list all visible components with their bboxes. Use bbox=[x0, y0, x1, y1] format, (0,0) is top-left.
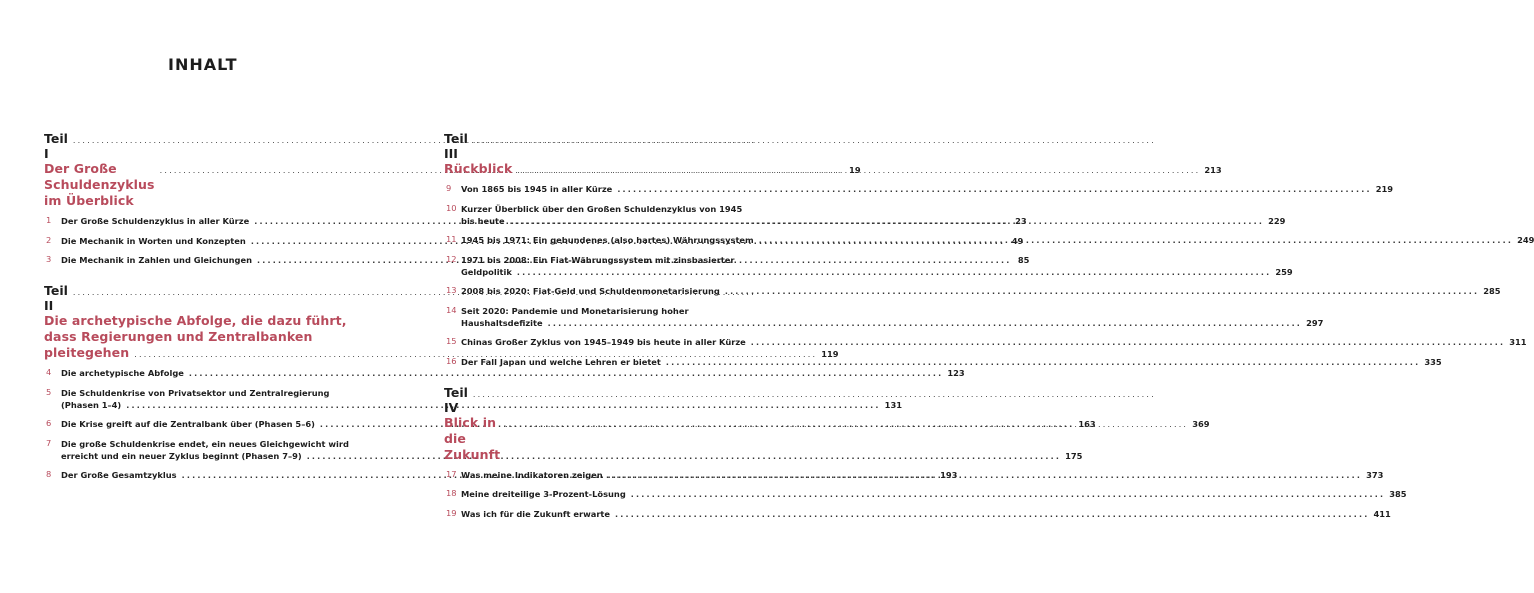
chapter-line bbox=[461, 266, 1293, 279]
leader-dots bbox=[548, 318, 1302, 330]
chapter-body bbox=[461, 183, 1393, 196]
chapter-page-number: 193 bbox=[940, 470, 958, 480]
chapter-entry[interactable] bbox=[444, 285, 1501, 298]
chapter-title: Der Große Gesamtzyklus bbox=[61, 470, 177, 480]
leader-dots bbox=[631, 489, 1385, 501]
chapter-line bbox=[461, 508, 1391, 521]
chapter-page-number: 335 bbox=[1424, 356, 1442, 367]
chapter-line bbox=[461, 215, 1285, 228]
part-page-number: 19 bbox=[849, 165, 861, 175]
chapter-title: Was ich für die Zukunft erwarte bbox=[461, 508, 611, 519]
chapter-title: 2008 bis 2020: Fiat-Geld und Schuldenmonetarisierung bbox=[461, 286, 720, 296]
chapter-entry[interactable] bbox=[444, 183, 1394, 196]
leader-dots bbox=[617, 184, 1371, 196]
chapter-page-number: 411 bbox=[1373, 508, 1391, 519]
part-label: Teil III bbox=[444, 131, 468, 161]
chapter-number: 4 bbox=[46, 367, 52, 377]
chapter-body bbox=[461, 469, 1383, 482]
chapter-page-number: 163 bbox=[1078, 419, 1096, 429]
chapter-line bbox=[461, 234, 1534, 247]
chapter-title: Kurzer Überblick über den Großen Schuldenzyklus von 1945 bbox=[461, 203, 743, 214]
chapter-title: Der Große Schuldenzyklus in aller Kürze bbox=[61, 216, 250, 226]
chapter-line bbox=[461, 305, 1323, 317]
chapter-body bbox=[461, 508, 1391, 521]
part-label-row[interactable] bbox=[44, 283, 355, 313]
part-label-row[interactable] bbox=[44, 131, 355, 161]
chapter-number: 9 bbox=[446, 183, 452, 193]
chapter-entry[interactable] bbox=[44, 367, 965, 380]
chapter-title: Geldpolitik bbox=[461, 266, 512, 277]
chapter-title: 1945 bis 1971: Ein gebundenes (also hartes) Währungssystem bbox=[461, 235, 754, 245]
chapter-body bbox=[461, 305, 1323, 330]
leader-dots bbox=[473, 136, 1156, 145]
chapter-number: 15 bbox=[446, 336, 457, 346]
chapter-number: 14 bbox=[446, 304, 457, 315]
chapter-entry[interactable] bbox=[444, 304, 1324, 330]
part-title-row[interactable] bbox=[44, 329, 355, 345]
chapter-body bbox=[461, 336, 1527, 349]
chapter-line bbox=[461, 183, 1393, 196]
chapter-page-number: 85 bbox=[1017, 255, 1030, 265]
chapter-title: Die Mechanik in Worten und Konzepten bbox=[61, 235, 246, 246]
part-title: pleitegehen bbox=[44, 345, 130, 360]
chapter-number: 5 bbox=[46, 386, 52, 397]
chapter-title: Die archetypische Abfolge bbox=[61, 368, 184, 378]
chapter-number: 7 bbox=[46, 437, 52, 448]
chapter-title: Die Mechanik in Zahlen und Gleichungen bbox=[61, 255, 253, 265]
chapter-page-number: 297 bbox=[1306, 317, 1324, 328]
chapter-title: Der Fall Japan und welche Lehren er bietet bbox=[461, 356, 661, 367]
chapter-page-number: 229 bbox=[1268, 215, 1286, 226]
leader-dots bbox=[759, 235, 1513, 247]
leader-dots bbox=[666, 357, 1420, 369]
part-title: dass Regierungen und Zentralbanken bbox=[44, 329, 313, 344]
chapter-title: Haushaltsdefizite bbox=[461, 317, 543, 328]
leader-dots bbox=[725, 286, 1479, 298]
chapter-number: 1 bbox=[46, 215, 52, 225]
chapter-line bbox=[461, 317, 1323, 330]
chapter-title: erreicht und ein neuer Zyklus beginnt (Phasen 7–9) bbox=[61, 450, 302, 461]
chapter-entry[interactable] bbox=[444, 336, 1527, 349]
chapter-body bbox=[461, 488, 1407, 501]
chapter-title: Die Schuldenkrise von Privatsektor und Zentralregierung bbox=[61, 387, 330, 398]
chapter-entry[interactable] bbox=[444, 507, 1391, 521]
chapter-title: Chinas Großer Zyklus von 1945–1949 bis heute in aller Kürze bbox=[461, 337, 746, 347]
toc-heading: INHALT bbox=[168, 55, 238, 74]
chapter-line bbox=[461, 203, 1285, 215]
chapter-page-number: 249 bbox=[1517, 235, 1534, 245]
part-page-number: 213 bbox=[1204, 165, 1222, 175]
chapter-line bbox=[461, 469, 1383, 482]
chapter-page-number: 219 bbox=[1375, 184, 1394, 194]
leader-dots bbox=[517, 267, 1271, 279]
chapter-page-number: 23 bbox=[1015, 216, 1027, 226]
chapter-body bbox=[461, 234, 1534, 247]
chapter-number: 2 bbox=[46, 234, 52, 245]
chapter-title: Seit 2020: Pandemie und Monetarisierung hoher bbox=[461, 305, 689, 316]
chapter-line bbox=[461, 285, 1501, 298]
chapter-page-number: 123 bbox=[947, 368, 965, 378]
chapter-number: 8 bbox=[46, 469, 52, 479]
leader-dots bbox=[510, 216, 1264, 228]
chapter-body bbox=[461, 356, 1442, 369]
chapter-number: 19 bbox=[446, 507, 457, 518]
chapter-body bbox=[461, 203, 1285, 228]
chapter-number: 11 bbox=[446, 234, 457, 244]
chapter-title: Was meine Indikatoren zeigen bbox=[461, 469, 603, 480]
chapter-body bbox=[461, 254, 1293, 279]
leader-dots bbox=[473, 390, 1156, 399]
chapter-page-number: 175 bbox=[1065, 450, 1083, 461]
part-label: Teil I bbox=[44, 131, 68, 161]
chapter-page-number: 285 bbox=[1483, 286, 1501, 296]
chapter-page-number: 373 bbox=[1366, 469, 1384, 480]
part-label: Teil IV bbox=[444, 384, 468, 415]
chapter-line bbox=[461, 356, 1442, 369]
chapter-line bbox=[461, 254, 1293, 266]
leader-dots bbox=[615, 509, 1369, 521]
chapter-number: 12 bbox=[446, 253, 457, 264]
chapter-page-number: 49 bbox=[1011, 235, 1024, 246]
part-title: Blick in die Zukunft bbox=[444, 414, 501, 462]
part-page-number: 119 bbox=[821, 349, 839, 359]
chapter-entry[interactable] bbox=[444, 355, 1442, 369]
chapter-title: Meine dreiteilige 3-Prozent-Lösung bbox=[461, 489, 626, 499]
part-label: Teil II bbox=[44, 283, 68, 313]
chapter-number: 6 bbox=[46, 418, 52, 428]
leader-dots bbox=[517, 166, 1200, 175]
chapter-number: 18 bbox=[446, 488, 457, 498]
chapter-entry[interactable] bbox=[444, 488, 1407, 501]
leader-dots bbox=[505, 420, 1188, 429]
part-title: Die archetypische Abfolge, die dazu führt, bbox=[44, 313, 347, 328]
chapter-line bbox=[461, 336, 1527, 349]
chapter-line bbox=[461, 488, 1407, 501]
chapter-page-number: 131 bbox=[884, 399, 902, 410]
part-label-row[interactable] bbox=[444, 385, 755, 415]
chapter-body bbox=[461, 285, 1501, 298]
part-label-row[interactable] bbox=[444, 131, 755, 161]
chapter-title: Die große Schuldenkrise endet, ein neues Gleichgewicht wird bbox=[61, 438, 349, 449]
chapter-number: 17 bbox=[446, 468, 457, 479]
chapter-title: bis heute bbox=[461, 215, 505, 226]
part-title: Der Große Schuldenzyklus im Überblick bbox=[44, 161, 155, 208]
chapter-number: 16 bbox=[446, 355, 457, 366]
chapter-entry[interactable] bbox=[444, 234, 1534, 247]
chapter-title: Die Krise greift auf die Zentralbank über (Phasen 5–6) bbox=[61, 419, 315, 429]
chapter-title: Von 1865 bis 1945 in aller Kürze bbox=[461, 184, 613, 194]
chapter-number: 3 bbox=[46, 254, 52, 264]
chapter-page-number: 311 bbox=[1509, 337, 1527, 347]
chapter-number: 10 bbox=[446, 202, 457, 213]
part-title-row[interactable] bbox=[44, 313, 355, 329]
chapter-page-number: 385 bbox=[1389, 489, 1407, 499]
leader-dots bbox=[608, 470, 1362, 482]
part-title: Rückblick bbox=[444, 161, 513, 176]
chapter-number: 13 bbox=[446, 285, 457, 295]
chapter-title: (Phasen 1–4) bbox=[61, 399, 122, 410]
chapter-title: 1971 bis 2008: Ein Fiat-Währungssystem mit zinsbasierter bbox=[461, 254, 735, 265]
part-page-number: 369 bbox=[1192, 418, 1210, 429]
chapter-page-number: 259 bbox=[1275, 266, 1293, 277]
leader-dots bbox=[751, 337, 1505, 349]
chapter-entry[interactable] bbox=[44, 418, 1096, 431]
